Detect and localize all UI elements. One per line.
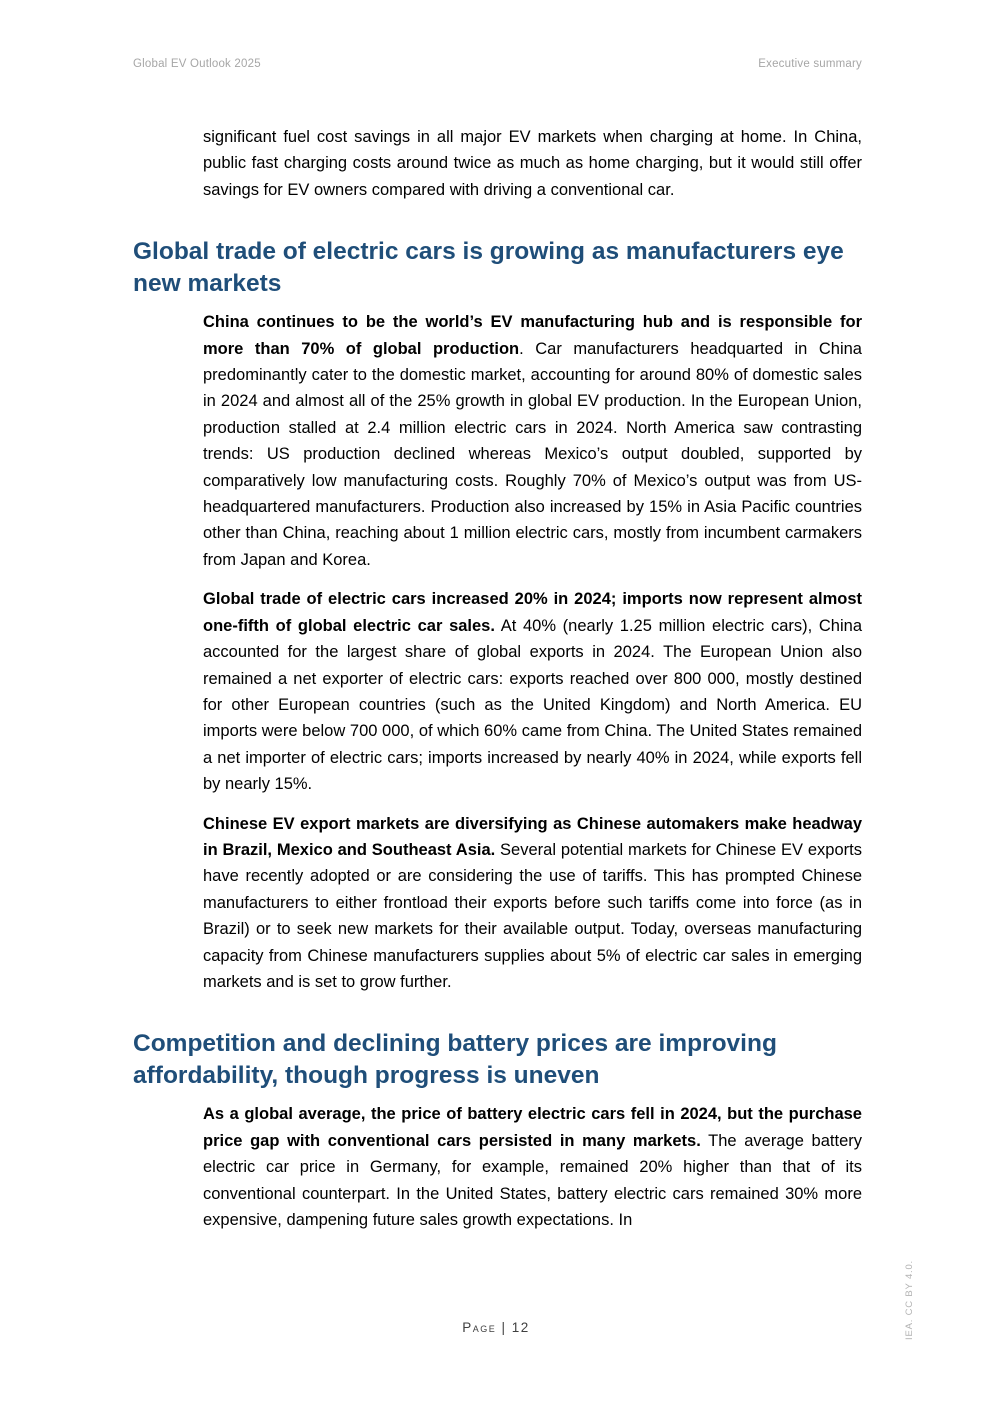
paragraph-china-manufacturing-hub (203, 309, 862, 573)
paragraph-body-text: Several potential markets for Chinese EV exports have recently adopted or are considering the use of tariffs. This has prompted Chinese manufacturers to either frontload their exports before such tariffs come into force (as in Brazil) or to seek new markets for their available output. Today, overseas manufacturing capacity from Chinese manufacturers supplies about 5% of electric car sales in emerging markets and is set to grow further. (203, 840, 862, 991)
header-document-title: Global EV Outlook 2025 (133, 58, 261, 70)
paragraph-global-trade-increase (203, 586, 862, 797)
header-section-title: Executive summary (758, 58, 862, 70)
intro-paragraph: significant fuel cost savings in all major EV markets when charging at home. In China, public fast charging costs around twice as much as home charging, but it would still offer savings for EV owners compared with driving a conventional car. (203, 128, 862, 199)
paragraph-lead-bold: China continues to be the world’s EV manufacturing hub and is responsible for more than 70% of global production (203, 313, 862, 358)
page-content (133, 124, 862, 1246)
paragraph-lead-bold: Global trade of electric cars increased 20% in 2024; imports now represent almost one-fifth of global electric car sales. (203, 590, 862, 635)
page-number: Page | 12 (462, 1320, 530, 1335)
paragraph-body-text: The average battery electric car price in Germany, for example, remained 20% higher than that of its conventional counterpart. In the United States, battery electric cars remained 30% more expensive, dampening future sales growth expectations. In (203, 1131, 862, 1229)
running-header (133, 58, 862, 70)
paragraph-lead-bold: As a global average, the price of battery electric cars fell in 2024, but the purchase price gap with conventional cars persisted in many markets. (203, 1105, 862, 1150)
license-side-note: IEA. CC BY 4.0. (904, 1260, 915, 1340)
section-heading-competition-battery-prices: Competition and declining battery prices are improving affordability, though progress is uneven (133, 1030, 777, 1089)
paragraph-lead-bold: Chinese EV export markets are diversifying as Chinese automakers make headway in Brazil, Mexico and Southeast Asia. (203, 814, 862, 859)
paragraph-chinese-export-markets (203, 811, 862, 996)
section-heading-global-trade: Global trade of electric cars is growing as manufacturers eye new markets (133, 238, 844, 297)
paragraph-body-text: At 40% (nearly 1.25 million electric cars), China accounted for the largest share of global exports in 2024. The European Union also remained a net exporter of electric cars: exports reached over 800 000, mostly destined for other European countries (such as the United Kingdom) and North America. EU imports were below 700 000, of which 60% came from China. The United States remained a net importer of electric cars; imports increased by nearly 40% in 2024, while exports fell by nearly 15%. (203, 616, 862, 794)
paragraph-body-text: . Car manufacturers headquarted in China predominantly cater to the domestic market, accounting for around 80% of domestic sales in 2024 and almost all of the 25% growth in global EV production. In the European Union, production stalled at 2.4 million electric cars in 2024. North America saw contrasting trends: US production declined whereas Mexico’s output doubled, supported by comparatively low manufacturing costs. Roughly 70% of Mexico’s output was from US-headquartered manufacturers. Production also increased by 15% in Asia Pacific countries other than China, reaching about 1 million electric cars, mostly from incumbent carmakers from Japan and Korea. (203, 339, 862, 569)
paragraph-battery-price-gap (203, 1101, 862, 1233)
